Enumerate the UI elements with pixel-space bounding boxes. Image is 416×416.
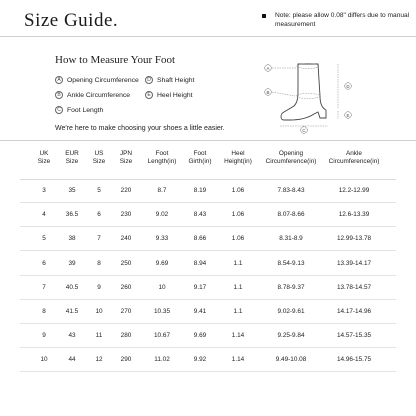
table-row <box>0 235 416 247</box>
row-rule <box>20 299 396 300</box>
cell-eur: 41.5 <box>65 308 79 315</box>
cell-uk: 10 <box>40 356 48 364</box>
header-rule <box>20 179 396 180</box>
intro-text: We're here to make choosing your shoes a little easier. <box>55 125 225 132</box>
cell-us: 11 <box>95 332 103 340</box>
cell-foot-girth: 9.17 <box>193 283 207 291</box>
diagram-letter-a: A <box>266 65 270 71</box>
diagram-letter-c: C <box>302 127 306 133</box>
diagram-letter-e: E <box>346 112 350 118</box>
cell-opening-circumference: 8.31-8.9 <box>279 235 303 243</box>
cell-eur: 35 <box>68 187 76 194</box>
row-rule <box>20 226 396 227</box>
cell-heel-height: 1.14 <box>231 356 245 364</box>
row-rule <box>20 371 396 372</box>
legend-label-b: Ankle Circumference <box>67 91 131 99</box>
legend-item-c <box>55 106 103 114</box>
legend-item-a <box>55 76 139 84</box>
cell-eur: 43 <box>68 332 76 340</box>
row-rule <box>20 202 396 203</box>
size-table-header <box>0 150 416 176</box>
cell-uk: 8 <box>42 308 46 315</box>
cell-foot-girth: 9.92 <box>193 356 207 364</box>
cell-opening-circumference: 8.07-8.66 <box>277 211 305 219</box>
cell-jpn: 250 <box>120 259 132 267</box>
cell-heel-height: 1.1 <box>233 259 243 267</box>
header-heel-height: Heel Height(in) <box>224 150 252 165</box>
cell-opening-circumference: 8.54-9.13 <box>277 259 305 267</box>
header-ankle-circumference: Ankle Circumference(in) <box>328 150 380 165</box>
cell-jpn: 280 <box>120 332 132 340</box>
cell-foot-girth: 8.43 <box>193 211 207 219</box>
cell-jpn: 220 <box>120 187 132 194</box>
cell-opening-circumference: 9.25-9.84 <box>277 332 305 340</box>
cell-foot-girth: 9.69 <box>193 332 207 340</box>
section-divider <box>0 140 416 141</box>
cell-jpn: 260 <box>120 283 132 291</box>
legend-item-d <box>145 76 194 84</box>
top-divider <box>0 36 416 37</box>
cell-jpn: 270 <box>120 308 132 315</box>
page-title: Size Guide. <box>24 10 119 31</box>
cell-us: 6 <box>97 211 101 219</box>
cell-ankle-circumference: 12.2-12.99 <box>338 187 370 194</box>
cell-us: 5 <box>97 187 101 194</box>
measure-section-title: How to Measure Your Foot <box>55 54 176 66</box>
cell-ankle-circumference: 13.78-14.57 <box>336 283 372 291</box>
boot-measurement-diagram <box>260 56 360 134</box>
row-rule <box>20 250 396 251</box>
row-rule <box>20 275 396 276</box>
cell-foot-girth: 8.66 <box>193 235 207 243</box>
cell-us: 8 <box>97 259 101 267</box>
cell-foot-length: 9.33 <box>155 235 169 243</box>
cell-eur: 44 <box>68 356 76 364</box>
cell-us: 12 <box>95 356 103 364</box>
cell-foot-length: 9.69 <box>155 259 169 267</box>
legend-letter-e: E <box>145 91 153 99</box>
header-uk-size: UK Size <box>37 150 51 165</box>
cell-heel-height: 1.06 <box>231 211 245 219</box>
cell-heel-height: 1.14 <box>231 332 245 340</box>
diagram-letter-d: D <box>346 83 350 89</box>
header-foot-girth: Foot Girth(in) <box>188 150 212 165</box>
cell-eur: 38 <box>68 235 76 243</box>
cell-us: 10 <box>95 308 103 315</box>
row-rule <box>20 323 396 324</box>
cell-uk: 6 <box>42 259 46 267</box>
cell-foot-girth: 8.94 <box>193 259 207 267</box>
header-us-size: US Size <box>92 150 106 165</box>
measurement-note: Note: please allow 0.08" differs due to manual measurement <box>275 12 410 28</box>
cell-jpn: 230 <box>120 211 132 219</box>
cell-opening-circumference: 7.83-8.43 <box>277 187 305 194</box>
legend-letter-c: C <box>55 106 63 114</box>
header-jpn-size: JPN Size <box>119 150 133 165</box>
cell-heel-height: 1.06 <box>231 187 245 194</box>
row-rule <box>20 347 396 348</box>
cell-ankle-circumference: 14.57-15.35 <box>336 332 372 340</box>
legend-item-b <box>55 91 130 99</box>
legend-item-e <box>145 91 193 99</box>
cell-foot-length: 8.7 <box>157 187 167 194</box>
cell-ankle-circumference: 13.39-14.17 <box>336 259 372 267</box>
legend-letter-d: D <box>145 76 153 84</box>
diagram-letter-b: B <box>266 89 270 95</box>
cell-uk: 5 <box>42 235 46 243</box>
cell-uk: 3 <box>42 187 46 194</box>
note-bullet <box>262 14 266 18</box>
cell-jpn: 240 <box>120 235 132 243</box>
cell-opening-circumference: 9.49-10.08 <box>275 356 307 364</box>
cell-us: 9 <box>97 283 101 291</box>
cell-jpn: 290 <box>120 356 132 364</box>
cell-foot-length: 11.02 <box>154 356 170 364</box>
legend-letter-a: A <box>55 76 63 84</box>
legend-label-d: Shaft Height <box>157 76 195 84</box>
table-row <box>0 187 416 199</box>
cell-uk: 9 <box>42 332 46 340</box>
boot-outline-icon <box>281 64 326 120</box>
table-row <box>0 260 416 272</box>
cell-eur: 40.5 <box>65 283 79 291</box>
cell-foot-length: 10.67 <box>154 332 170 340</box>
cell-foot-girth: 9.41 <box>193 308 207 315</box>
cell-foot-girth: 8.19 <box>193 187 207 194</box>
cell-heel-height: 1.1 <box>233 283 243 291</box>
header-opening-circumference: Opening Circumference(in) <box>265 150 317 165</box>
table-row <box>0 332 416 344</box>
cell-heel-height: 1.06 <box>231 235 245 243</box>
cell-us: 7 <box>97 235 101 243</box>
cell-ankle-circumference: 12.6-13.39 <box>338 211 370 219</box>
cell-eur: 36.5 <box>65 211 79 219</box>
cell-foot-length: 9.02 <box>155 211 169 219</box>
cell-foot-length: 10.35 <box>154 308 170 315</box>
cell-eur: 39 <box>68 259 76 267</box>
header-foot-length: Foot Length(in) <box>147 150 177 165</box>
table-row <box>0 356 416 368</box>
cell-foot-length: 10 <box>158 283 166 291</box>
table-row <box>0 308 416 320</box>
legend-label-c: Foot Length <box>67 106 104 114</box>
legend-label-e: Heel Height <box>157 91 193 99</box>
header-eur-size: EUR Size <box>65 150 79 165</box>
cell-ankle-circumference: 12.99-13.78 <box>336 235 372 243</box>
legend-label-a: Opening Circumference <box>67 76 139 84</box>
legend-letter-b: B <box>55 91 63 99</box>
cell-opening-circumference: 8.78-9.37 <box>277 283 305 291</box>
table-row <box>0 284 416 296</box>
cell-ankle-circumference: 14.17-14.96 <box>336 308 372 315</box>
table-row <box>0 211 416 223</box>
cell-heel-height: 1.1 <box>233 308 243 315</box>
cell-uk: 4 <box>42 211 46 219</box>
cell-uk: 7 <box>42 283 46 291</box>
cell-opening-circumference: 9.02-9.61 <box>277 308 305 315</box>
cell-ankle-circumference: 14.96-15.75 <box>336 356 372 364</box>
